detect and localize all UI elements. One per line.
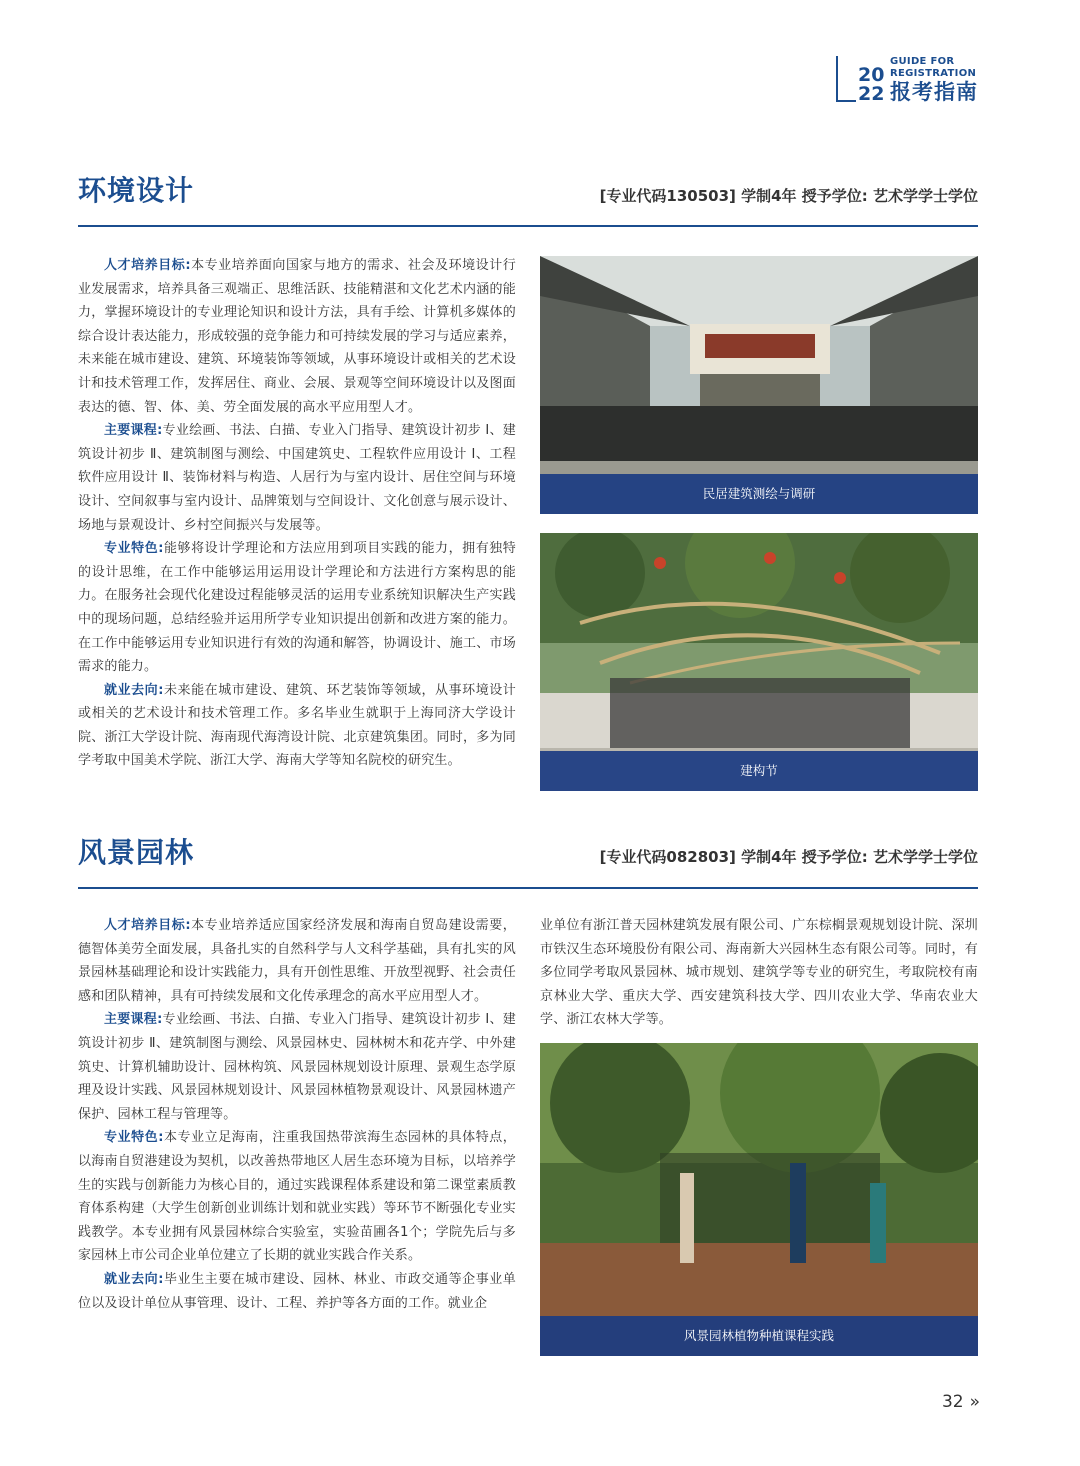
- section1-goal-paragraph: [78, 254, 516, 419]
- careers-text: 未来能在城市建设、建筑、环艺装饰等领域，从事环境设计或相关的艺术设计和技术管理工作。多名毕业生就职于上海同济大学设计院、浙江大学设计院、海南现代海湾设计院、北京建筑集团。同时，多为同学考取中国美术学院、浙江大学、海南大学等知名院校的研究生。: [78, 682, 517, 769]
- section2-right-column: [540, 914, 978, 1032]
- section1-divider: [78, 225, 978, 227]
- courses-keyword: 主要课程:: [104, 423, 163, 439]
- logo-en-line1: GUIDE FOR: [890, 56, 955, 67]
- page-number-value: 32: [941, 1392, 964, 1412]
- logo-bracket: [836, 56, 856, 102]
- careers-text: 毕业生主要在城市建设、园林、林业、市政交通等企事业单位以及设计单位从事管理、设计、工程、养护等各方面的工作。就业企: [78, 1271, 517, 1311]
- courses-text: 专业绘画、书法、白描、专业入门指导、建筑设计初步 Ⅰ、建筑设计初步 Ⅱ、建筑制图与测绘、风景园林史、园林树木和花卉学、中外建筑史、计算机辅助设计、园林构筑、风景园林规划设计原理、景观生态学原理及设计实践、风景园林规划设计、风景园林植物景观设计、风景园林遗产保护、园林工程与管理等。: [78, 1012, 516, 1122]
- section1-courses-paragraph: [78, 419, 516, 537]
- guide-logo: [836, 56, 986, 104]
- section2-courses-paragraph: [78, 1008, 516, 1126]
- section1-body: [78, 254, 516, 773]
- section2-careers-continued: 业单位有浙江普天园林建筑发展有限公司、广东棕榈景观规划设计院、深圳市铁汉生态环境股份有限公司、海南新大兴园林生态有限公司等。同时，有多位同学考取风景园林、城市规划、建筑学等专业的研究生，考取院校有南京林业大学、重庆大学、西安建筑科技大学、四川农业大学、华南农业大学、浙江农林大学等。: [540, 918, 978, 1028]
- section1-title: 环境设计: [78, 174, 195, 207]
- features-keyword: 专业特色:: [104, 541, 164, 557]
- photo2-caption: 建构节: [540, 751, 978, 791]
- careers-keyword: 就业去向:: [104, 1271, 164, 1287]
- features-text: 能够将设计学理论和方法应用到项目实践的能力，拥有独特的设计思维，在工作中能够运用运用设计学理论和方法进行方案构思的能力。在服务社会现代化建设过程能够灵活的运用专业系统知识解决生产实践中的现场问题，总结经验并运用所学专业知识提出创新和改进方案的能力。在工作中能够运用专业知识进行有效的沟通和解答，协调设计、施工、市场需求的能力。: [78, 541, 517, 675]
- section2-body: [78, 914, 516, 1315]
- goal-text: 本专业培养适应国家经济发展和海南自贸岛建设需要，德智体美劳全面发展，具备扎实的自然科学与人文科学基础，具有扎实的风景园林基础理论和设计实践能力，具有开创性思维、开放型视野、社会责任感和团队精神，具有可持续发展和文化传承理念的高水平应用型人才。: [78, 918, 516, 1004]
- careers-keyword: 就业去向:: [104, 682, 164, 698]
- photo-planting-practice: [540, 1043, 978, 1356]
- logo-chinese: 报考指南: [890, 80, 978, 104]
- logo-year-bottom: 22: [858, 83, 885, 105]
- section2-features-paragraph: [78, 1126, 516, 1268]
- section1-features-paragraph: [78, 537, 516, 679]
- section2-careers-paragraph: [78, 1268, 516, 1315]
- photo-residential-survey: [540, 256, 978, 514]
- next-page-arrow-icon: »: [969, 1392, 980, 1412]
- logo-en-line2: REGISTRATION: [890, 68, 977, 79]
- section2-goal-paragraph: [78, 914, 516, 1008]
- page-number: [942, 1392, 980, 1412]
- planting-practice-image: [540, 1043, 978, 1356]
- courses-keyword: 主要课程:: [104, 1012, 163, 1028]
- features-keyword: 专业特色:: [104, 1130, 164, 1146]
- logo-year-top: 20: [858, 64, 885, 86]
- goal-keyword: 人才培养目标:: [104, 258, 191, 273]
- section2-meta: [专业代码082803] 学制4年 授予学位: 艺术学学士学位: [599, 848, 978, 866]
- goal-text: 本专业培养面向国家与地方的需求、社会及环境设计行业发展需求，培养具备三观端正、思维活跃、技能精湛和文化艺术内涵的能力，掌握环境设计的专业理论知识和设计方法，具有手绘、计算机多媒体的综合设计表达能力，形成较强的竞争能力和可持续发展的学习与适应素养，未来能在城市建设、建筑、环境装饰等领域，从事环境设计或相关的艺术设计和技术管理工作，发挥居住、商业、会展、景观等空间环境设计以及图面表达的德、智、体、美、劳全面发展的高水平应用型人才。: [78, 258, 516, 415]
- goal-keyword: 人才培养目标:: [104, 918, 191, 933]
- photo3-caption: 风景园林植物种植课程实践: [540, 1316, 978, 1356]
- photo-construction-festival: [540, 533, 978, 791]
- logo-english: [890, 56, 976, 80]
- courses-text: 专业绘画、书法、白描、专业入门指导、建筑设计初步 Ⅰ、建筑设计初步 Ⅱ、建筑制图与测绘、中国建筑史、工程软件应用设计 Ⅰ、工程软件应用设计 Ⅱ、装饰材料与构造、人居行为与室内设计、居住空间与环境设计、空间叙事与室内设计、品牌策划与空间设计、文化创意与展示设计、场地与景观设计、乡村空间振兴与发展等。: [78, 423, 516, 533]
- photo1-caption: 民居建筑测绘与调研: [540, 474, 978, 514]
- section1-meta: [专业代码130503] 学制4年 授予学位: 艺术学学士学位: [599, 187, 978, 205]
- section1-careers-paragraph: [78, 679, 516, 773]
- section2-title: 风景园林: [78, 836, 195, 869]
- section2-divider: [78, 887, 978, 889]
- features-text: 本专业立足海南，注重我国热带滨海生态园林的具体特点，以海南自贸港建设为契机，以改善热带地区人居生态环境为目标，以培养学生的实践与创新能力为核心目的，通过实践课程体系建设和第二课堂素质教育体系构建（大学生创新创业训练计划和就业实践）等环节不断强化专业实践教学。本专业拥有风景园林综合实验室，实验苗圃各1个；学院先后与多家园林上市公司企业单位建立了长期的就业实践合作关系。: [78, 1130, 517, 1264]
